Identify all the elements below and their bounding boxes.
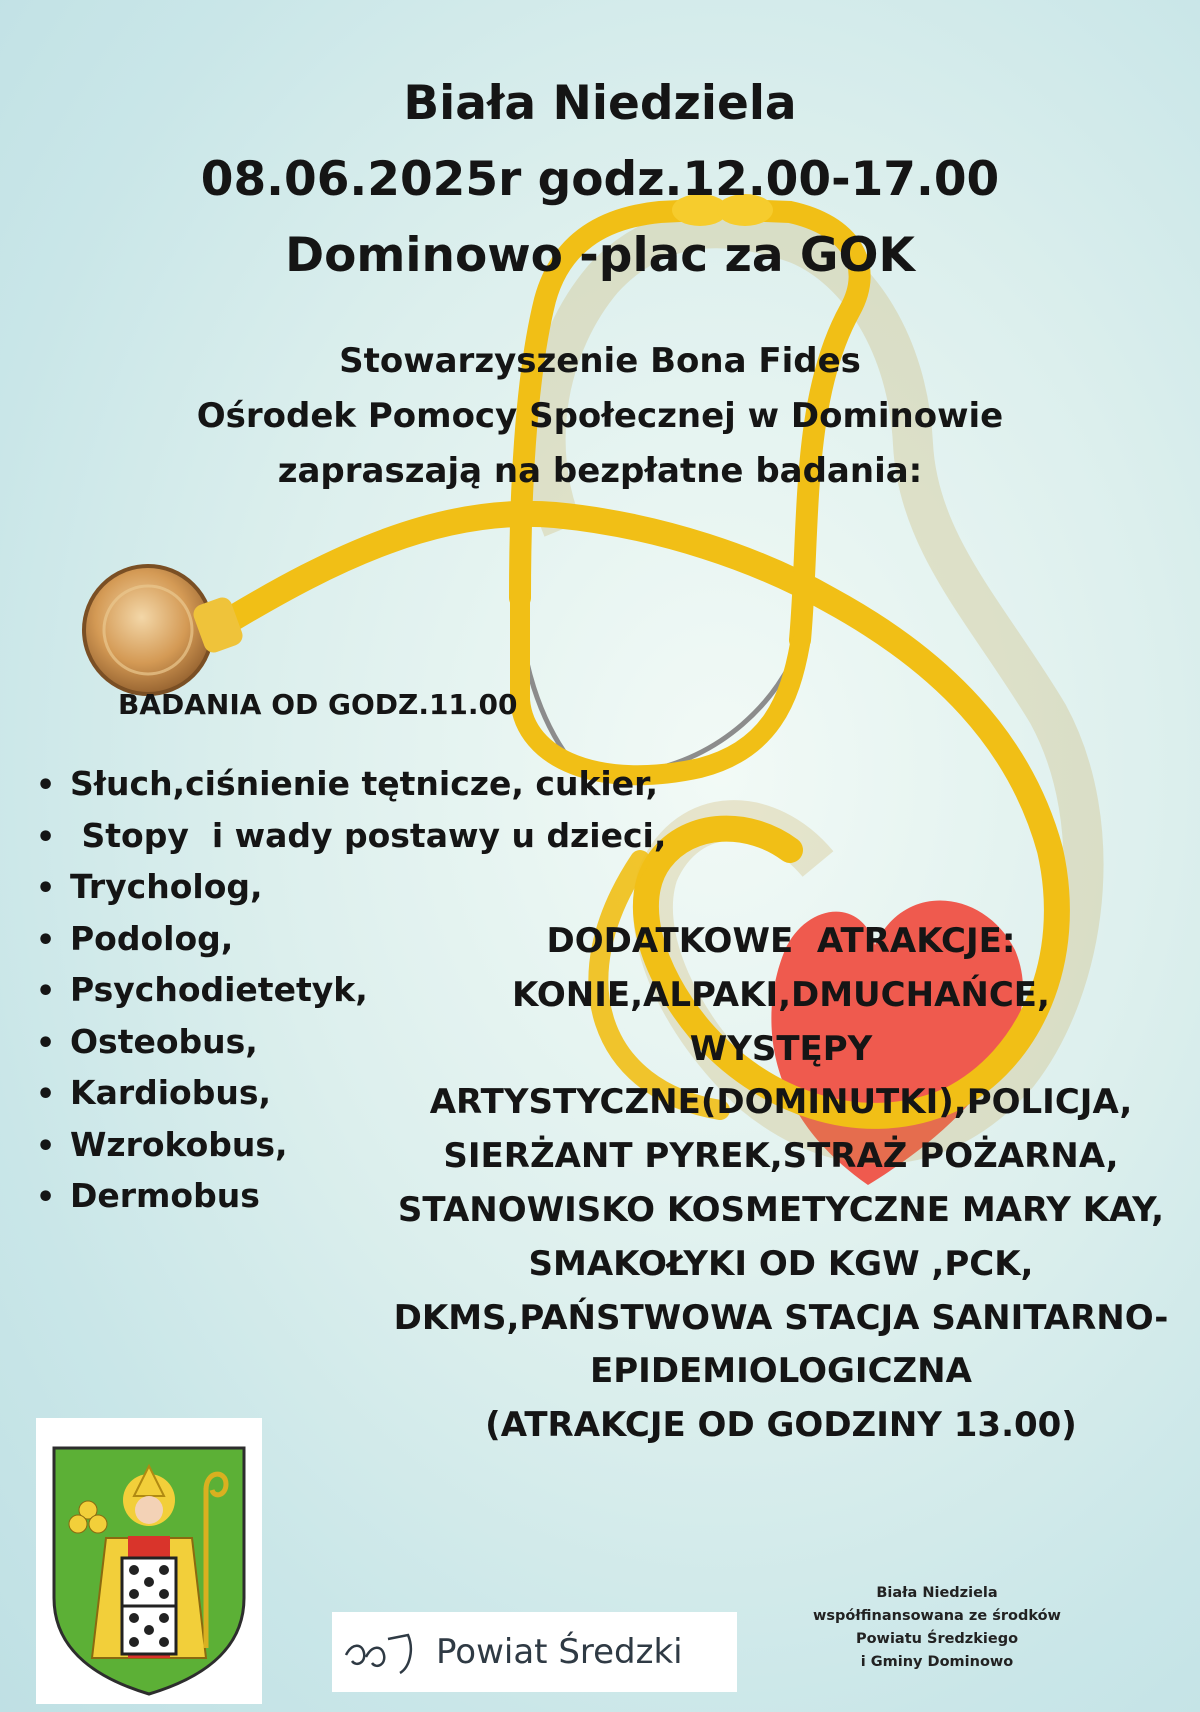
list-item: [36, 810, 666, 862]
coat-of-arms-logo: [36, 1418, 262, 1704]
list-item: [36, 758, 666, 810]
bullet-icon: •: [36, 819, 56, 855]
exam-item: Stopy i wady postawy u dzieci,: [70, 815, 667, 855]
cofinancing-line: Biała Niedziela: [876, 1585, 998, 1601]
bullet-icon: •: [36, 1077, 56, 1112]
coat-of-arms-icon: [36, 1418, 262, 1704]
attractions-line: SIERŻANT PYREK,STRAŻ POŻARNA,: [443, 1136, 1119, 1177]
event-title: [0, 66, 1200, 294]
exam-item: Kardiobus,: [70, 1073, 272, 1112]
exam-item: Podolog,: [70, 918, 234, 958]
powiat-name: Powiat Średzki: [436, 1632, 683, 1672]
attractions-line: KONIE,ALPAKI,DMUCHAŃCE,: [512, 974, 1050, 1015]
exam-item: Psychodietetyk,: [70, 970, 368, 1009]
list-item: [36, 861, 666, 913]
attractions-line: STANOWISKO KOSMETYCZNE MARY KAY,: [397, 1189, 1165, 1230]
powiat-mark-icon: [342, 1627, 422, 1677]
organizer-line: Stowarzyszenie Bona Fides: [339, 341, 861, 381]
attractions-line: SMAKOŁYKI OD KGW ,PCK,: [528, 1243, 1034, 1284]
attractions-line: ARTYSTYCZNE(DOMINUTKI),POLICJA,: [429, 1082, 1133, 1123]
bullet-icon: •: [36, 1025, 56, 1061]
exam-item: Wzrokobus,: [70, 1124, 288, 1164]
bullet-icon: •: [36, 1128, 56, 1164]
exam-item: Dermobus: [70, 1176, 260, 1215]
attractions-line: (ATRAKCJE OD GODZINY 13.00): [485, 1405, 1077, 1446]
cofinancing-note: [792, 1582, 1082, 1674]
event-location-line: Dominowo -plac za GOK: [285, 228, 915, 283]
bullet-icon: •: [36, 922, 56, 958]
bullet-icon: •: [36, 1180, 56, 1215]
event-title-line: Biała Niedziela: [403, 76, 797, 131]
cofinancing-line: i Gminy Dominowo: [860, 1654, 1014, 1670]
event-date-line: 08.06.2025r godz.12.00-17.00: [200, 152, 1000, 207]
exam-item: Osteobus,: [70, 1021, 258, 1061]
attractions-line: EPIDEMIOLOGICZNA: [590, 1351, 972, 1392]
exams-heading: BADANIA OD GODZ.11.00: [118, 688, 518, 721]
exam-item: Trycholog,: [70, 867, 263, 906]
attractions-line: DKMS,PAŃSTWOWA STACJA SANITARNO-: [393, 1297, 1169, 1338]
invitation-line: zapraszają na bezpłatne badania:: [277, 451, 923, 491]
cofinancing-line: Powiatu Średzkiego: [855, 1631, 1019, 1647]
organizer-line: Ośrodek Pomocy Społecznej w Dominowie: [196, 396, 1004, 436]
bullet-icon: •: [36, 871, 56, 906]
powiat-logo: [332, 1612, 737, 1692]
organizers-block: [0, 334, 1200, 499]
attractions-line: WYSTĘPY: [689, 1028, 873, 1069]
exam-item: Słuch,ciśnienie tętnicze, cukier,: [70, 764, 659, 803]
attractions-block: [386, 915, 1176, 1453]
attractions-line: DODATKOWE ATRAKCJE:: [546, 921, 1016, 961]
bullet-icon: •: [36, 768, 56, 803]
cofinancing-line: współfinansowana ze środków: [813, 1608, 1061, 1624]
bullet-icon: •: [36, 974, 56, 1009]
